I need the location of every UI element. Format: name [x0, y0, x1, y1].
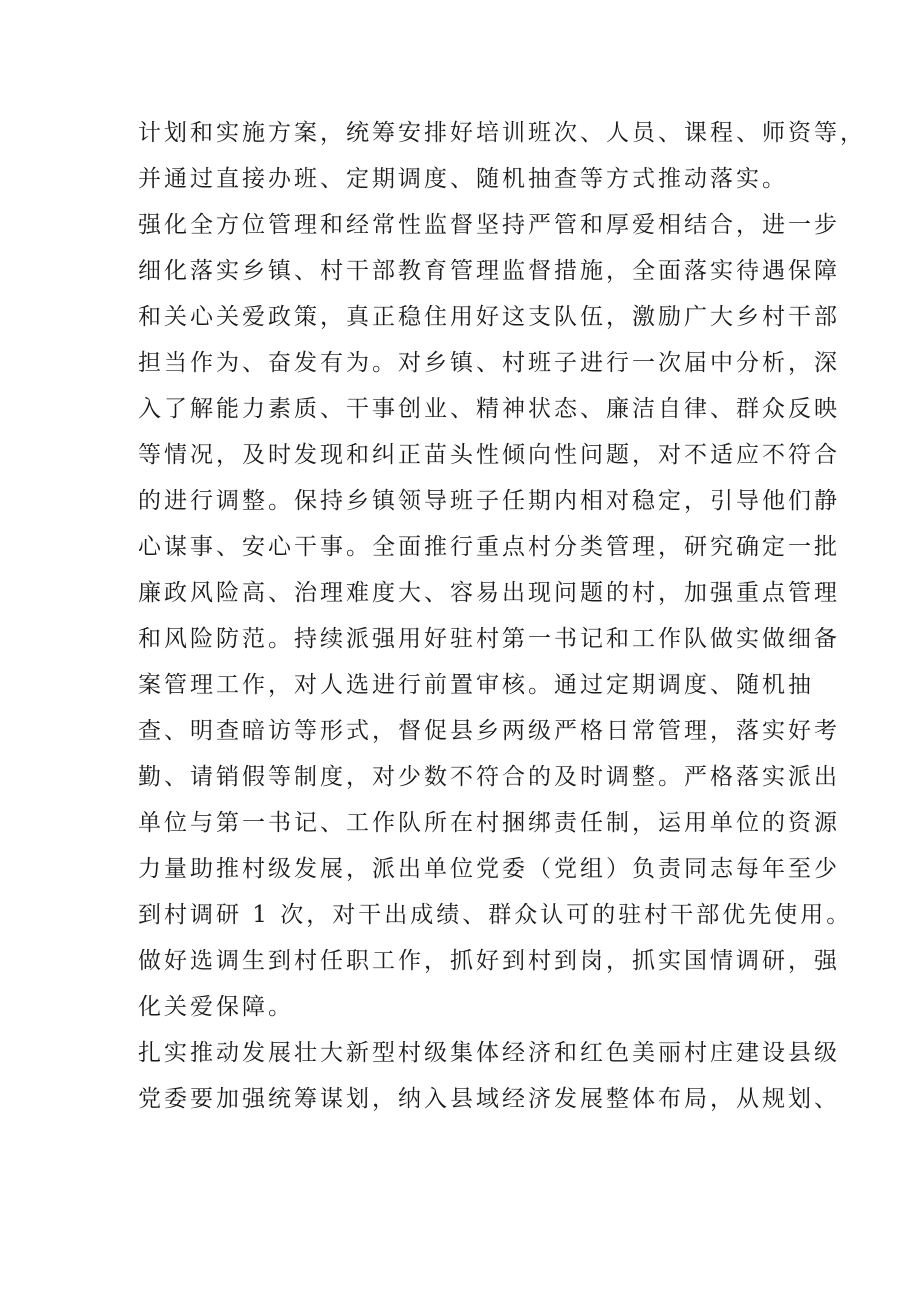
text-line: 到村调研 1 次，对干出成绩、群众认可的驻村干部优先使用。: [138, 902, 853, 928]
text-line: 廉政风险高、治理难度大、容易出现问题的村，加强重点管理: [138, 580, 840, 606]
text-line: 强化全方位管理和经常性监督坚持严管和厚爱相结合，进一步: [138, 212, 840, 238]
text-line: 和风险防范。持续派强用好驻村第一书记和工作队做实做细备: [138, 626, 840, 652]
document-body: [138, 110, 866, 1122]
text-line: 做好选调生到村任职工作，抓好到村到岗，抓实国情调研，强: [138, 948, 840, 974]
text-line: 力量助推村级发展，派出单位党委（党组）负责同志每年至少: [138, 856, 840, 882]
text-line: 和关心关爱政策，真正稳住用好这支队伍，激励广大乡村干部: [138, 304, 840, 330]
text-line: 单位与第一书记、工作队所在村捆绑责任制，运用单位的资源: [138, 810, 840, 836]
text-line: 担当作为、奋发有为。对乡镇、村班子进行一次届中分析，深: [138, 350, 840, 376]
text-line: 的进行调整。保持乡镇领导班子任期内相对稳定，引导他们静: [138, 488, 840, 514]
text-line: 案管理工作，对人选进行前置审核。通过定期调度、随机抽: [138, 672, 814, 698]
text-line: 勤、请销假等制度，对少数不符合的及时调整。严格落实派出: [138, 764, 840, 790]
text-line: 查、明查暗访等形式，督促县乡两级严格日常管理，落实好考: [138, 718, 840, 744]
text-line: 入了解能力素质、干事创业、精神状态、廉洁自律、群众反映: [138, 396, 840, 422]
text-line: 细化落实乡镇、村干部教育管理监督措施，全面落实待遇保障: [138, 258, 840, 284]
text-line: 等情况，及时发现和纠正苗头性倾向性问题，对不适应不符合: [138, 442, 840, 468]
text-line: 扎实推动发展壮大新型村级集体经济和红色美丽村庄建设县级: [138, 1040, 840, 1066]
text-line: 党委要加强统筹谋划，纳入县域经济发展整体布局，从规划、: [138, 1086, 840, 1112]
text-line: 并通过直接办班、定期调度、随机抽查等方式推动落实。: [138, 166, 788, 192]
text-line: 化关爱保障。: [138, 994, 294, 1020]
text-line: 计划和实施方案，统筹安排好培训班次、人员、课程、师资等，: [138, 120, 866, 146]
text-line: 心谋事、安心干事。全面推行重点村分类管理，研究确定一批: [138, 534, 840, 560]
